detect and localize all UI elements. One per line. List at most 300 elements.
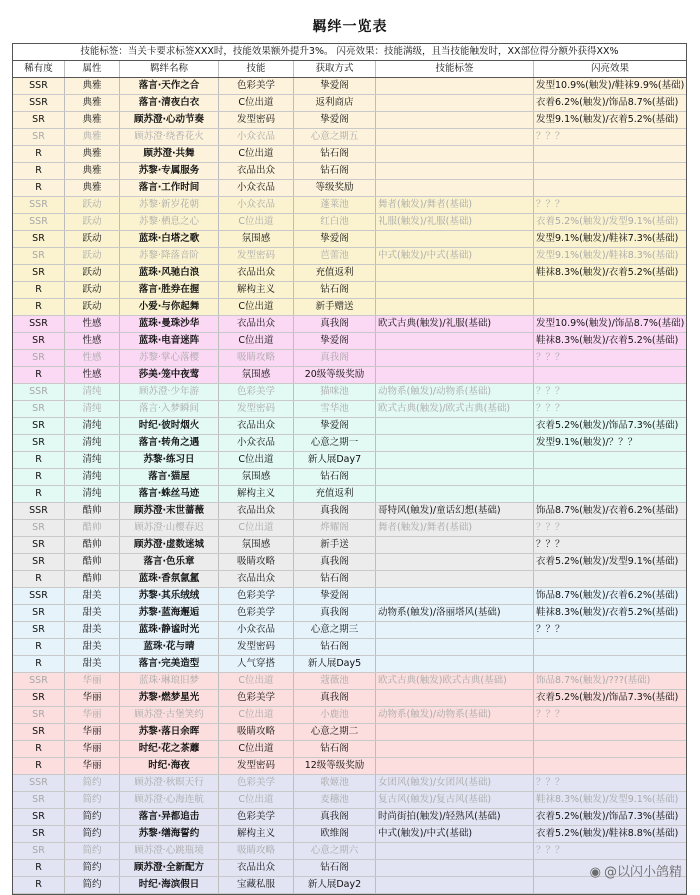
cell-skill-tag: 动物系(触发)/动物系(基础)	[376, 384, 534, 400]
cell-skill: 发型密码	[219, 112, 294, 128]
cell-shine-effect	[534, 452, 686, 468]
cell-rarity: SSR	[13, 214, 65, 230]
cell-source: 心意之期五	[294, 129, 376, 145]
cell-source: 真我阁	[294, 690, 376, 706]
cell-skill: 小众衣品	[219, 197, 294, 213]
cell-attribute: 简约	[65, 809, 120, 825]
cell-rarity: SSR	[13, 588, 65, 604]
cell-skill: 宝藏私服	[219, 877, 294, 893]
table-row	[13, 163, 686, 180]
cell-skill-tag	[376, 367, 534, 383]
header-skill-tag: 技能标签	[376, 61, 534, 77]
cell-skill: C位出道	[219, 214, 294, 230]
cell-rarity: SR	[13, 401, 65, 417]
cell-rarity: R	[13, 639, 65, 655]
cell-source: 挚爱阁	[294, 588, 376, 604]
cell-bond-name: 蓝珠·白塔之歌	[120, 231, 219, 247]
cell-rarity: R	[13, 877, 65, 893]
table-row	[13, 180, 686, 197]
cell-rarity: SR	[13, 707, 65, 723]
cell-source: 歌姬池	[294, 775, 376, 791]
cell-shine-effect: 衣着5.2%(触发)/发型9.1%(基础)	[536, 216, 679, 227]
cell-skill: C位出道	[219, 707, 294, 723]
cell-bond-name: 苏黎·蓝海邂逅	[120, 605, 219, 621]
cell-bond-name: 莎美·笼中夜莺	[120, 367, 219, 383]
table-row	[13, 571, 686, 588]
cell-attribute: 清纯	[65, 401, 120, 417]
table-row	[13, 112, 686, 129]
cell-attribute: 跃动	[65, 214, 120, 230]
cell-attribute: 性感	[65, 350, 120, 366]
cell-skill-tag	[376, 724, 534, 740]
cell-rarity: R	[13, 163, 65, 179]
cell-source: 真我阁	[294, 554, 376, 570]
table-row	[13, 214, 686, 231]
cell-attribute: 典雅	[65, 146, 120, 162]
cell-attribute: 典雅	[65, 129, 120, 145]
table-row	[13, 231, 686, 248]
cell-bond-name: 顾苏澄·末世蔷薇	[120, 503, 219, 519]
cell-rarity: SR	[13, 690, 65, 706]
cell-skill-tag: 动物系(触发)/动物系(基础)	[376, 707, 534, 723]
cell-bond-name: 顾苏澄·心动节奏	[120, 112, 219, 128]
cell-attribute: 酷帅	[65, 554, 120, 570]
cell-source: 真我阁	[294, 809, 376, 825]
table-row	[13, 197, 686, 214]
cell-bond-name: 落言·清夜白衣	[120, 95, 219, 111]
cell-skill: 衣品出众	[219, 418, 294, 434]
cell-shine-effect: 发型9.1%(触发)/鞋袜7.3%(基础)	[536, 233, 679, 244]
watermark	[590, 861, 682, 880]
cell-shine-effect: 衣着5.2%(触发)/饰品7.3%(基础)	[536, 420, 679, 431]
cell-skill-tag	[376, 571, 534, 587]
cell-rarity: SR	[13, 520, 65, 536]
cell-skill-tag	[376, 180, 534, 196]
cell-skill-tag	[376, 435, 534, 451]
table-row	[13, 656, 686, 673]
cell-shine-effect: 衣着6.2%(触发)/饰品8.7%(基础)	[536, 97, 679, 108]
cell-rarity: R	[13, 741, 65, 757]
table-header	[13, 61, 686, 78]
cell-skill-tag	[376, 469, 534, 485]
cell-rarity: SR	[13, 231, 65, 247]
cell-source: 充值返利	[294, 265, 376, 281]
cell-source: 烨耀阁	[294, 520, 376, 536]
cell-bond-name: 小爱·与你起舞	[120, 299, 219, 315]
cell-skill: 吸睛攻略	[219, 843, 294, 859]
cell-shine-effect: 饰品8.7%(触发)/衣着6.2%(基础)	[536, 590, 679, 601]
cell-rarity: SR	[13, 724, 65, 740]
cell-source: 猫咪池	[294, 384, 376, 400]
cell-bond-name: 苏黎·其乐绒绒	[120, 588, 219, 604]
cell-source: 返利商店	[294, 95, 376, 111]
table-row	[13, 690, 686, 707]
cell-bond-name: 苏黎·落日余晖	[120, 724, 219, 740]
cell-attribute: 华丽	[65, 741, 120, 757]
cell-source: 真我阁	[294, 503, 376, 519]
cell-shine-effect	[534, 639, 686, 655]
table-row	[13, 435, 686, 452]
cell-bond-name: 落言·胜券在握	[120, 282, 219, 298]
cell-skill: C位出道	[219, 741, 294, 757]
cell-attribute: 华丽	[65, 673, 120, 689]
cell-attribute: 清纯	[65, 418, 120, 434]
cell-bond-name: 落言·猫屋	[120, 469, 219, 485]
cell-rarity: SR	[13, 418, 65, 434]
cell-attribute: 简约	[65, 843, 120, 859]
weibo-icon: ◉	[589, 865, 601, 880]
cell-attribute: 跃动	[65, 265, 120, 281]
cell-skill-tag	[376, 452, 534, 468]
cell-attribute: 简约	[65, 826, 120, 842]
cell-source: 充值返利	[294, 486, 376, 502]
cell-rarity: SSR	[13, 775, 65, 791]
cell-bond-name: 苏黎·降落音阶	[120, 248, 219, 264]
cell-skill-tag	[376, 418, 534, 434]
cell-attribute: 性感	[65, 367, 120, 383]
cell-skill-tag	[376, 129, 534, 145]
cell-skill: 色彩美学	[219, 588, 294, 604]
table-row	[13, 316, 686, 333]
cell-source: 钻石阁	[294, 741, 376, 757]
table-row	[13, 78, 686, 95]
table-row	[13, 95, 686, 112]
cell-source: 红白池	[294, 214, 376, 230]
cell-skill-tag: 中式(触发)/中式(基础)	[376, 826, 534, 842]
cell-bond-name: 苏黎·专属服务	[120, 163, 219, 179]
cell-skill: C位出道	[219, 146, 294, 162]
cell-rarity: SR	[13, 843, 65, 859]
table-row	[13, 673, 686, 690]
table-row	[13, 520, 686, 537]
cell-source: 挚爱阁	[294, 231, 376, 247]
table-row	[13, 248, 686, 265]
cell-source: 钻石阁	[294, 146, 376, 162]
cell-skill: 色彩美学	[219, 78, 294, 94]
cell-source: 真我阁	[294, 350, 376, 366]
cell-source: 挚爱阁	[294, 418, 376, 434]
cell-bond-name: 顾苏澄·秋暝天行	[120, 775, 219, 791]
cell-skill-tag	[376, 877, 534, 893]
cell-rarity: SR	[13, 537, 65, 553]
cell-shine-effect: 饰品8.7%(触发)/衣着6.2%(基础)	[536, 505, 679, 516]
cell-bond-name: 苏黎·新岁花朝	[120, 197, 219, 213]
table-row	[13, 503, 686, 520]
cell-shine-effect	[534, 180, 686, 196]
cell-skill-tag	[376, 146, 534, 162]
cell-attribute: 清纯	[65, 469, 120, 485]
cell-attribute: 华丽	[65, 690, 120, 706]
cell-shine-effect: ？？？	[536, 403, 565, 414]
table-row	[13, 350, 686, 367]
cell-attribute: 清纯	[65, 384, 120, 400]
cell-skill-tag	[376, 486, 534, 502]
cell-skill: 氛围感	[219, 537, 294, 553]
cell-shine-effect: ？？？	[536, 522, 565, 533]
cell-skill: 发型密码	[219, 248, 294, 264]
table-body	[13, 78, 686, 894]
cell-shine-effect: 衣着5.2%(触发)/发型9.1%(基础)	[536, 556, 679, 567]
cell-source: 小鹿池	[294, 707, 376, 723]
cell-skill-tag	[376, 299, 534, 315]
cell-skill-tag	[376, 741, 534, 757]
cell-source: 蔻薇池	[294, 673, 376, 689]
cell-skill-tag	[376, 639, 534, 655]
cell-shine-effect	[534, 163, 686, 179]
cell-rarity: SSR	[13, 673, 65, 689]
cell-skill: C位出道	[219, 299, 294, 315]
cell-attribute: 跃动	[65, 299, 120, 315]
table-row	[13, 758, 686, 775]
cell-attribute: 甜美	[65, 656, 120, 672]
cell-shine-effect: 鞋袜8.3%(触发)/衣着5.2%(基础)	[536, 267, 679, 278]
cell-rarity: SR	[13, 350, 65, 366]
cell-shine-effect	[534, 282, 686, 298]
table-row	[13, 605, 686, 622]
cell-attribute: 典雅	[65, 112, 120, 128]
cell-shine-effect: 鞋袜8.3%(触发)/衣着5.2%(基础)	[536, 607, 679, 618]
cell-rarity: SR	[13, 809, 65, 825]
cell-rarity: R	[13, 860, 65, 876]
table-row	[13, 860, 686, 877]
cell-rarity: SR	[13, 605, 65, 621]
cell-skill-tag	[376, 843, 534, 859]
table-row	[13, 877, 686, 894]
cell-skill: 解构主义	[219, 486, 294, 502]
cell-source: 20级等级奖励	[294, 367, 376, 383]
cell-bond-name: 落言·天作之合	[120, 78, 219, 94]
cell-shine-effect: ？？？	[536, 777, 565, 788]
cell-attribute: 甜美	[65, 588, 120, 604]
cell-rarity: R	[13, 180, 65, 196]
table-row	[13, 826, 686, 843]
cell-bond-name: 顾苏澄·古堡笑约	[120, 707, 219, 723]
cell-bond-name: 苏黎·栖息之心	[120, 214, 219, 230]
cell-shine-effect: 饰品8.7%(触发)/???(基础)	[536, 675, 651, 686]
cell-rarity: SSR	[13, 503, 65, 519]
cell-bond-name: 蓝珠·琳琅旧梦	[120, 673, 219, 689]
table-row	[13, 741, 686, 758]
cell-shine-effect: 衣着5.2%(触发)/饰品7.3%(基础)	[536, 692, 679, 703]
cell-rarity: SR	[13, 435, 65, 451]
cell-skill-tag: 中式(触发)/中式(基础)	[376, 248, 534, 264]
cell-attribute: 清纯	[65, 452, 120, 468]
cell-skill: 衣品出众	[219, 265, 294, 281]
cell-skill: 吸睛攻略	[219, 350, 294, 366]
cell-shine-effect: ？？？	[536, 709, 565, 720]
cell-source: 蓬莱池	[294, 197, 376, 213]
cell-rarity: SR	[13, 129, 65, 145]
cell-shine-effect	[534, 741, 686, 757]
cell-shine-effect	[534, 758, 686, 774]
cell-attribute: 跃动	[65, 248, 120, 264]
table-row	[13, 809, 686, 826]
table-row	[13, 537, 686, 554]
cell-attribute: 酷帅	[65, 520, 120, 536]
watermark-text: @以闪小鸽精	[603, 865, 682, 880]
table-row	[13, 724, 686, 741]
table-note: 技能标签：当关卡要求标签XXX时，技能效果额外提升3%。 闪亮效果：技能满级，且当技能触发时，XX部位得分额外获得XX%	[13, 44, 686, 61]
cell-bond-name: 时纪·花之茶蘼	[120, 741, 219, 757]
cell-source: 钻石阁	[294, 282, 376, 298]
cell-source: 等级奖励	[294, 180, 376, 196]
cell-attribute: 酷帅	[65, 571, 120, 587]
cell-skill-tag	[376, 282, 534, 298]
cell-shine-effect	[534, 299, 686, 315]
table-row	[13, 299, 686, 316]
cell-skill-tag: 舞者(触发)/舞者(基础)	[376, 520, 534, 536]
cell-shine-effect: 发型9.1%(触发)/鞋袜8.3%(基础)	[536, 250, 679, 261]
cell-shine-effect: ？？？	[536, 199, 565, 210]
cell-rarity: R	[13, 656, 65, 672]
cell-shine-effect: 鞋袜8.3%(触发)/发型9.1%(基础)	[536, 794, 679, 805]
cell-rarity: R	[13, 367, 65, 383]
cell-attribute: 典雅	[65, 163, 120, 179]
cell-shine-effect: 鞋袜8.3%(触发)/衣着5.2%(基础)	[536, 335, 679, 346]
cell-skill-tag: 动物系(触发)/洛丽塔风(基础)	[376, 605, 534, 621]
cell-rarity: SR	[13, 826, 65, 842]
table-row	[13, 775, 686, 792]
cell-skill: 吸睛攻略	[219, 724, 294, 740]
table-row	[13, 588, 686, 605]
cell-skill-tag	[376, 231, 534, 247]
cell-bond-name: 顾苏澄·全新配方	[120, 860, 219, 876]
cell-bond-name: 落言·蛛丝马迹	[120, 486, 219, 502]
cell-skill: 小众衣品	[219, 129, 294, 145]
cell-shine-effect	[534, 656, 686, 672]
cell-shine-effect: 发型9.1%(触发)/衣着5.2%(基础)	[536, 114, 679, 125]
cell-skill: 吸睛攻略	[219, 554, 294, 570]
cell-skill-tag: 礼服(触发)/礼服(基础)	[376, 214, 534, 230]
cell-source: 新人展Day2	[294, 877, 376, 893]
cell-skill: 人气穿搭	[219, 656, 294, 672]
cell-source: 欧维阁	[294, 826, 376, 842]
cell-skill: C位出道	[219, 452, 294, 468]
cell-attribute: 跃动	[65, 197, 120, 213]
cell-skill: C位出道	[219, 792, 294, 808]
cell-attribute: 简约	[65, 775, 120, 791]
cell-rarity: SSR	[13, 95, 65, 111]
cell-rarity: SR	[13, 333, 65, 349]
cell-attribute: 简约	[65, 792, 120, 808]
cell-bond-name: 顾苏澄·山樱春迟	[120, 520, 219, 536]
table-row	[13, 843, 686, 860]
cell-skill: 衣品出众	[219, 163, 294, 179]
cell-skill-tag	[376, 554, 534, 570]
cell-source: 钻石阁	[294, 860, 376, 876]
cell-bond-name: 苏黎·缮海誓约	[120, 826, 219, 842]
cell-attribute: 性感	[65, 333, 120, 349]
bond-table	[12, 43, 687, 895]
cell-bond-name: 蓝珠·香氛氤氲	[120, 571, 219, 587]
cell-skill: 解构主义	[219, 282, 294, 298]
cell-source: 麦穗池	[294, 792, 376, 808]
cell-bond-name: 落言·工作时间	[120, 180, 219, 196]
cell-shine-effect: 发型9.1%(触发)/？？？	[536, 437, 638, 448]
cell-skill: 色彩美学	[219, 809, 294, 825]
cell-bond-name: 顾苏澄·虚数迷城	[120, 537, 219, 553]
cell-skill: 氛围感	[219, 231, 294, 247]
cell-skill-tag: 女团风(触发)/女团风(基础)	[376, 775, 534, 791]
cell-rarity: R	[13, 146, 65, 162]
cell-source: 新手赠送	[294, 299, 376, 315]
cell-attribute: 跃动	[65, 282, 120, 298]
table-row	[13, 622, 686, 639]
cell-source: 新人展Day7	[294, 452, 376, 468]
cell-source: 心意之期六	[294, 843, 376, 859]
cell-skill: 发型密码	[219, 758, 294, 774]
cell-rarity: SR	[13, 554, 65, 570]
cell-skill: 衣品出众	[219, 571, 294, 587]
cell-shine-effect	[534, 486, 686, 502]
cell-attribute: 简约	[65, 877, 120, 893]
cell-source: 挚爱阁	[294, 78, 376, 94]
table-row	[13, 367, 686, 384]
cell-skill-tag	[376, 622, 534, 638]
cell-shine-effect: ？？？	[536, 352, 565, 363]
cell-source: 钻石阁	[294, 163, 376, 179]
cell-attribute: 甜美	[65, 639, 120, 655]
cell-rarity: R	[13, 469, 65, 485]
cell-skill-tag	[376, 333, 534, 349]
cell-bond-name: 蓝珠·花与晴	[120, 639, 219, 655]
cell-shine-effect	[534, 469, 686, 485]
cell-shine-effect	[534, 367, 686, 383]
cell-source: 心意之期二	[294, 724, 376, 740]
cell-skill-tag	[376, 758, 534, 774]
table-row	[13, 146, 686, 163]
cell-bond-name: 顾苏澄·心跳瓶境	[120, 843, 219, 859]
cell-attribute: 典雅	[65, 180, 120, 196]
cell-shine-effect: 发型10.9%(触发)/鞋袜9.9%(基础)	[536, 80, 685, 91]
cell-skill-tag: 欧式古典(触发)欧式古典(基础)	[376, 673, 534, 689]
cell-skill: 色彩美学	[219, 775, 294, 791]
table-row	[13, 639, 686, 656]
cell-skill-tag	[376, 537, 534, 553]
cell-skill-tag: 复古风(触发)/复古风(基础)	[376, 792, 534, 808]
cell-rarity: SSR	[13, 316, 65, 332]
cell-bond-name: 蓝珠·曼珠沙华	[120, 316, 219, 332]
cell-skill: 色彩美学	[219, 384, 294, 400]
cell-skill-tag: 时尚街拍(触发)/轻熟风(基础)	[376, 809, 534, 825]
cell-attribute: 华丽	[65, 707, 120, 723]
table-row	[13, 265, 686, 282]
cell-rarity: SSR	[13, 197, 65, 213]
cell-skill: 发型密码	[219, 401, 294, 417]
cell-shine-effect: 衣着5.2%(触发)/鞋袜8.8%(基础)	[536, 828, 679, 839]
cell-attribute: 清纯	[65, 435, 120, 451]
cell-skill: 色彩美学	[219, 605, 294, 621]
cell-skill: C位出道	[219, 673, 294, 689]
cell-shine-effect: ？？？	[536, 131, 565, 142]
cell-skill-tag	[376, 78, 534, 94]
cell-skill-tag	[376, 163, 534, 179]
cell-bond-name: 蓝珠·电音迷阵	[120, 333, 219, 349]
cell-rarity: SSR	[13, 78, 65, 94]
cell-skill-tag	[376, 656, 534, 672]
table-row	[13, 707, 686, 724]
cell-bond-name: 顾苏澄·心海连航	[120, 792, 219, 808]
cell-bond-name: 苏黎·掌心落樱	[120, 350, 219, 366]
cell-shine-effect	[534, 146, 686, 162]
cell-skill: 色彩美学	[219, 690, 294, 706]
table-row	[13, 452, 686, 469]
cell-skill: C位出道	[219, 520, 294, 536]
cell-bond-name: 顾苏澄·共舞	[120, 146, 219, 162]
cell-bond-name: 时纪·海滨假日	[120, 877, 219, 893]
cell-rarity: SR	[13, 622, 65, 638]
cell-source: 真我阁	[294, 605, 376, 621]
